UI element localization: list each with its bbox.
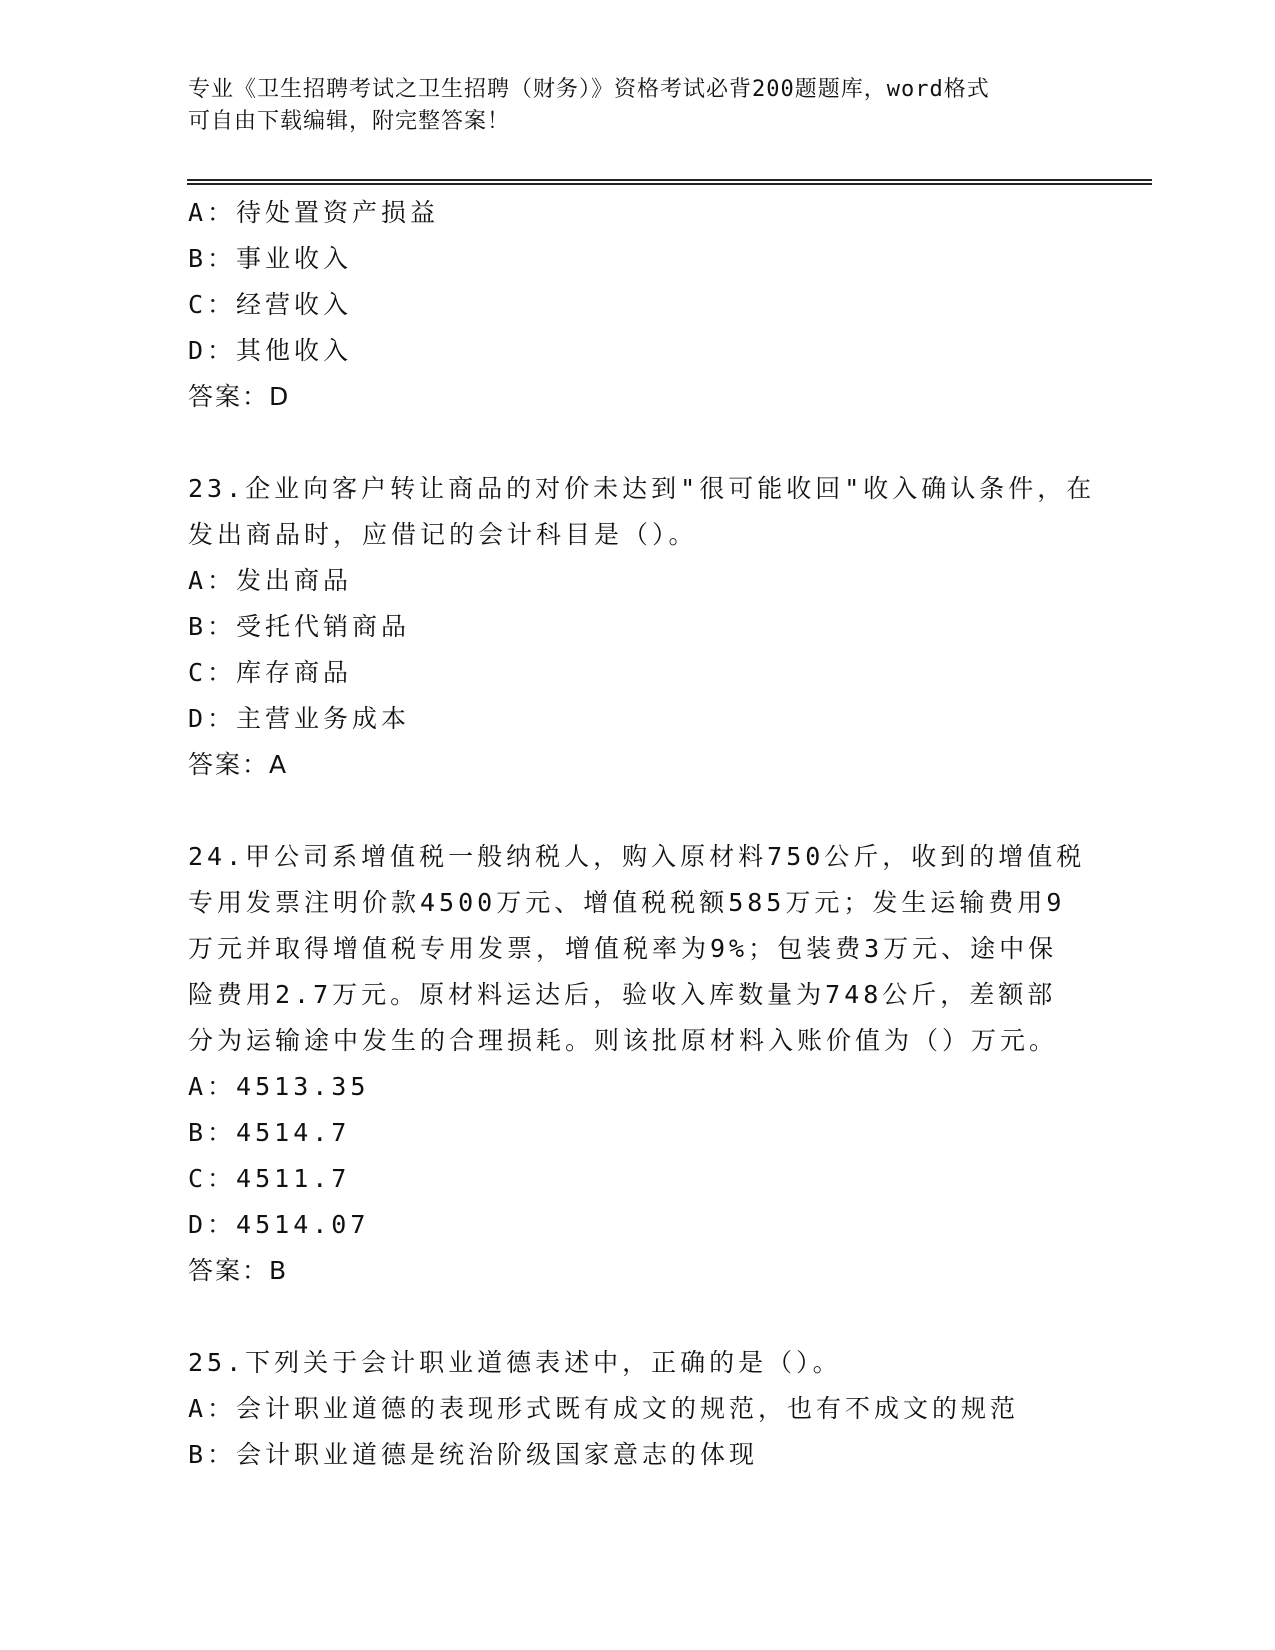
question-25 [188,1340,1088,1478]
question-22 [188,190,1088,420]
question-text-line: 专用发票注明价款4500万元、增值税税额585万元；发生运输费用9 [188,888,1066,917]
option-a: A：待处置资产损益 [188,198,440,227]
question-text-line: 险费用2.7万元。原材料运达后，验收入库数量为748公斤，差额部 [188,980,1057,1009]
question-text-line: 分为运输途中发生的合理损耗。则该批原材料入账价值为（）万元。 [188,1026,1059,1055]
header-line-2: 可自由下载编辑，附完整答案！ [188,109,511,134]
option-c: C：库存商品 [188,658,353,687]
question-text-line: 发出商品时，应借记的会计科目是（）。 [188,520,698,549]
answer: 答案：B [188,1256,289,1285]
option-c: C：4511.7 [188,1164,351,1193]
option-d: D：其他收入 [188,336,353,365]
spacer [188,1294,1088,1340]
option-a: A：发出商品 [188,566,353,595]
question-text-line: 23.企业向客户转让商品的对价未达到"很可能收回"收入确认条件，在 [188,474,1096,503]
document-header [188,74,1068,138]
answer: 答案：D [188,382,291,411]
header-divider-bottom [187,183,1152,185]
question-list [188,190,1096,1478]
question-24 [188,834,1088,1294]
spacer [188,788,1088,834]
question-23 [188,466,1096,788]
header-divider-top [187,179,1152,181]
question-text-line: 24.甲公司系增值税一般纳税人，购入原材料750公斤，收到的增值税 [188,842,1086,871]
option-b: B：受托代销商品 [188,612,411,641]
option-b: B：事业收入 [188,244,353,273]
answer: 答案：A [188,750,289,779]
option-a: A：会计职业道德的表现形式既有成文的规范，也有不成文的规范 [188,1394,1020,1423]
option-d: D：主营业务成本 [188,704,411,733]
question-text-line: 万元并取得增值税专用发票，增值税率为9%；包装费3万元、途中保 [188,934,1058,963]
header-line-1: 专业《卫生招聘考试之卫生招聘（财务）》资格考试必背200题题库，word格式 [188,77,990,102]
option-d: D：4514.07 [188,1210,370,1239]
option-a: A：4513.35 [188,1072,370,1101]
spacer [188,420,1088,466]
option-b: B：会计职业道德是统治阶级国家意志的体现 [188,1440,759,1469]
option-c: C：经营收入 [188,290,353,319]
question-text-line: 25.下列关于会计职业道德表述中，正确的是（）。 [188,1348,842,1377]
option-b: B：4514.7 [188,1118,351,1147]
